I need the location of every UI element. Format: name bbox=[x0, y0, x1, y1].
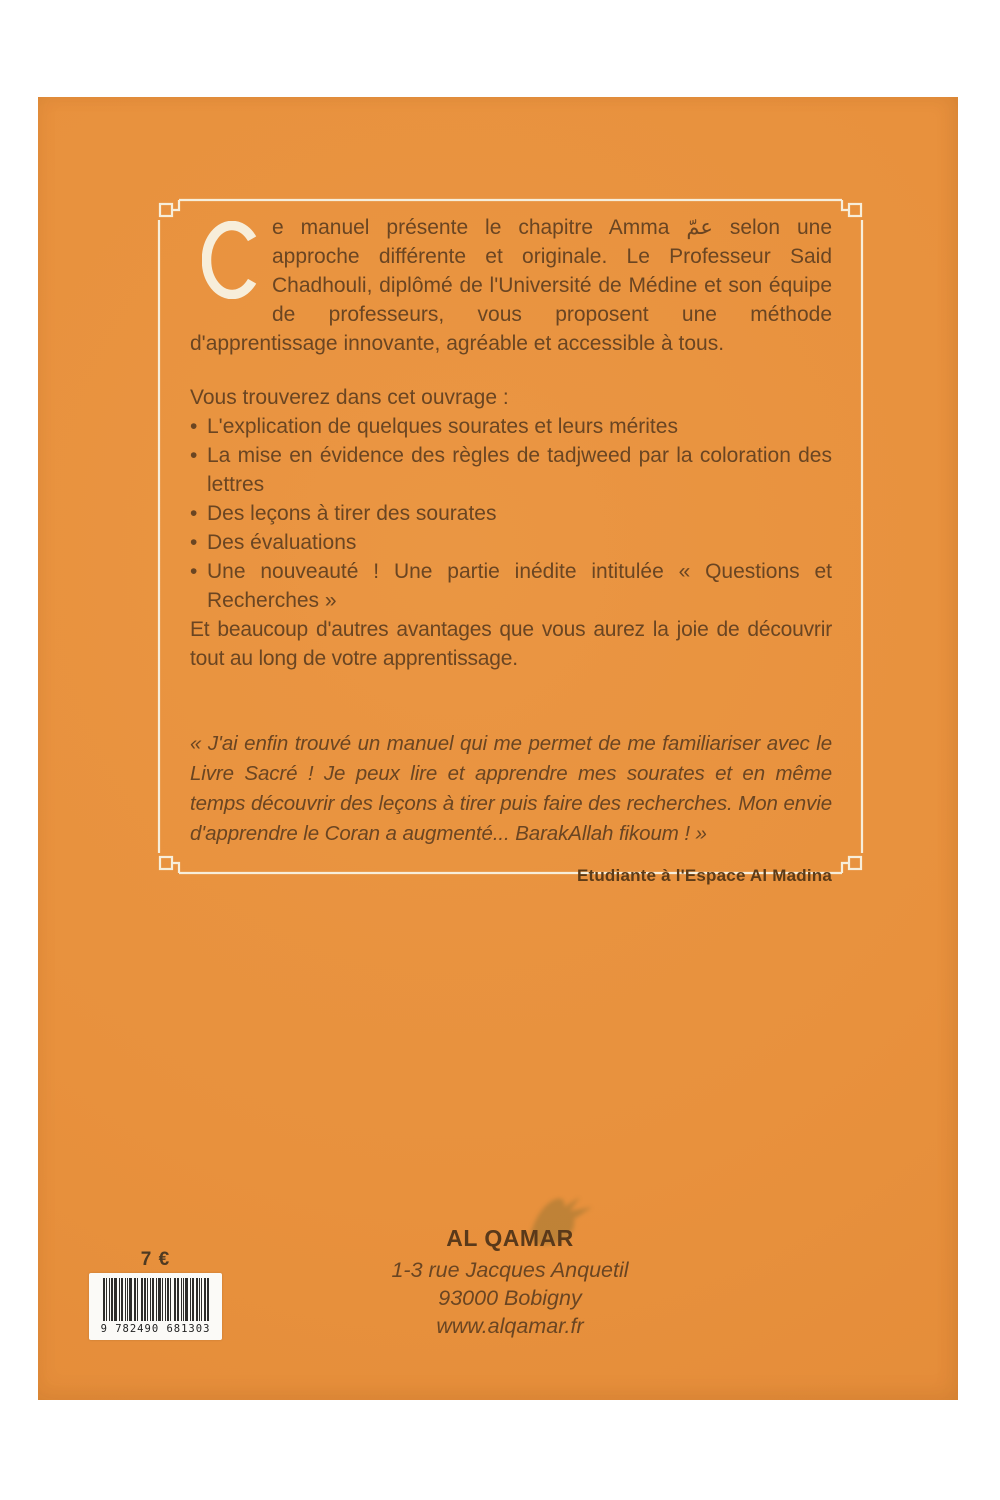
barcode-bar bbox=[129, 1278, 132, 1321]
barcode-bar bbox=[183, 1278, 184, 1321]
barcode-bar bbox=[158, 1278, 161, 1321]
barcode bbox=[89, 1273, 222, 1340]
barcode-bar bbox=[111, 1278, 113, 1321]
dropcap-letter-shape bbox=[202, 221, 262, 299]
barcode-bar bbox=[150, 1278, 151, 1321]
barcode-bar bbox=[196, 1278, 198, 1321]
price-label: 7 € bbox=[140, 1249, 171, 1270]
testimonial-attribution: Etudiante à l'Espace Al Madina bbox=[576, 866, 832, 885]
testimonial-quote: « J'ai enfin trouvé un manuel qui me permet de me familiariser avec le Livre Sacré ! Je peux lire et apprendre mes sourates et en même temps découvrir des leçons à tirer puis faire des recherches. Mon envie d'apprendre le Coran a augmenté... BarakAllah fikoum ! » bbox=[190, 732, 832, 845]
barcode-bar bbox=[199, 1278, 200, 1321]
barcode-bar bbox=[167, 1278, 169, 1321]
features-intro: Vous trouverez dans cet ouvrage : bbox=[190, 386, 509, 409]
outro-text: Et beaucoup d'autres avantages que vous aurez la joie de découvrir tout au long de votre apprentissage. bbox=[190, 618, 832, 670]
barcode-bar bbox=[177, 1278, 179, 1321]
barcode-bar bbox=[152, 1278, 154, 1321]
feature-bullet: • La mise en évidence des règles de tadjweed par la coloration des lettres bbox=[190, 441, 832, 499]
back-cover-text bbox=[190, 213, 832, 890]
barcode-bar bbox=[185, 1278, 188, 1321]
barcode-bar bbox=[162, 1278, 163, 1321]
decorative-frame bbox=[158, 199, 863, 885]
publisher-website: www.alqamar.fr bbox=[436, 1314, 584, 1338]
barcode-bar bbox=[106, 1278, 107, 1321]
barcode-bar bbox=[201, 1278, 202, 1321]
barcode-bar bbox=[109, 1278, 110, 1321]
publisher-name: AL QAMAR bbox=[446, 1225, 574, 1251]
feature-bullet: • Une nouveauté ! Une partie inédite intitulée « Questions et Recherches » bbox=[190, 557, 832, 615]
feature-bullet: • Des leçons à tirer des sourates bbox=[190, 499, 832, 528]
barcode-bar bbox=[141, 1278, 143, 1321]
intro-text: e manuel présente le chapitre Amma عمّ selon une approche différente et originale. Le Professeur Said Chadhouli, diplômé de l'Université de Médine et son équipe de professeurs, vous proposent une méthode d'apprentissage innovante, agréable et accessible à tous. bbox=[190, 216, 832, 355]
feature-bullet: • Des évaluations bbox=[190, 528, 832, 557]
intro-paragraph bbox=[190, 213, 832, 358]
barcode-bar bbox=[181, 1278, 182, 1321]
features-block bbox=[190, 383, 832, 673]
barcode-bar bbox=[125, 1278, 126, 1321]
barcode-bar bbox=[156, 1278, 157, 1321]
publisher-block bbox=[290, 1225, 730, 1340]
barcode-bar bbox=[147, 1278, 148, 1321]
barcode-bar bbox=[119, 1278, 120, 1321]
barcode-bar bbox=[174, 1278, 176, 1321]
barcode-bar bbox=[114, 1278, 117, 1321]
dropcap-C bbox=[190, 213, 272, 301]
barcode-bar bbox=[192, 1278, 194, 1321]
barcode-bar bbox=[190, 1278, 191, 1321]
barcode-bar bbox=[170, 1278, 171, 1321]
features-list bbox=[190, 412, 832, 615]
barcode-bar bbox=[127, 1278, 128, 1321]
barcode-bar bbox=[204, 1278, 206, 1321]
book-back-cover bbox=[38, 97, 958, 1400]
publisher-address-line1: 1-3 rue Jacques Anquetil bbox=[391, 1258, 629, 1282]
barcode-bar bbox=[103, 1278, 105, 1321]
barcode-bar bbox=[134, 1278, 136, 1321]
barcode-bar bbox=[121, 1278, 123, 1321]
feature-bullet: • L'explication de quelques sourates et leurs mérites bbox=[190, 412, 832, 441]
publisher-address-line2: 93000 Bobigny bbox=[438, 1286, 582, 1310]
barcode-digits: 9 782490 681303 bbox=[100, 1323, 211, 1335]
barcode-bar bbox=[137, 1278, 138, 1321]
barcode-bar bbox=[165, 1278, 166, 1321]
barcode-bars bbox=[95, 1278, 216, 1321]
barcode-bar bbox=[144, 1278, 146, 1321]
barcode-bar bbox=[207, 1278, 209, 1321]
